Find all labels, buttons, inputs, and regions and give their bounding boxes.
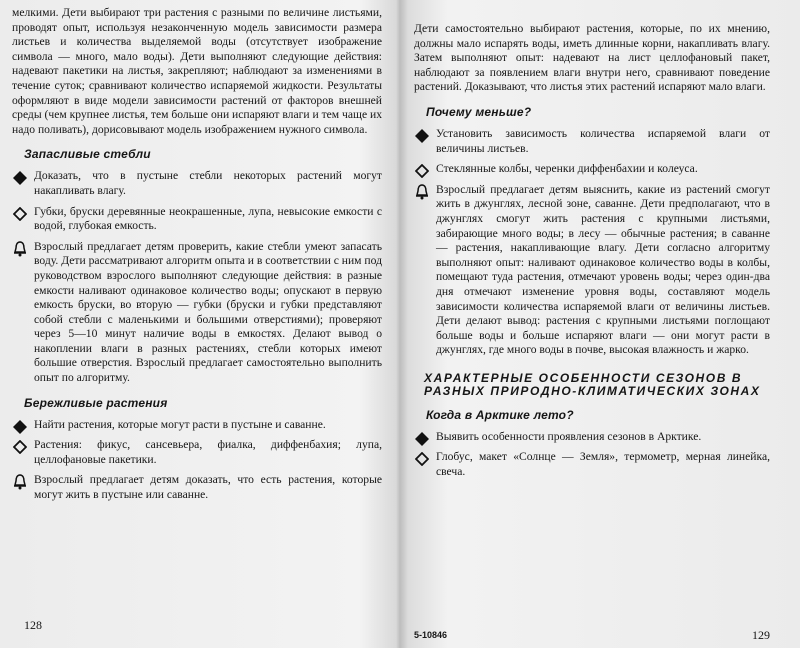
right-intro-paragraph: Дети самостоятельно выбирают растения, которые, по их мнению, должны мало испарять воды, иметь длинные корни, накапливать влагу. Затем выполняют опыт: надевают на лист целлофановый пакет, наблюдают за появлением влаги внутри него, сравнивают поведение растений. Доказывают, что листья этих растений испаряют мало влаги.	[414, 22, 770, 94]
outline-diamond-icon	[12, 439, 28, 455]
materials-text: Стеклянные колбы, черенки диффенбахии и колеуса.	[436, 162, 698, 176]
process-text: Взрослый предлагает детям выяснить, какие из растений смогут жить в джунглях, лесной зоне, саванне. Дети предполагают, что в джунглях смогут жить растения с крупными листьями, забирающие много воды; в лесу — обычные растения; в саванне — растения, накапливающие влагу. Дети согласно алгоритму выполняют опыт: наливают одинаковое количество воды в колбы, помещают туда растения, отмечают уровень воды; через один-два дня отмечают изменение уровня воды, составляют модель зависимости количества испаряемой влаги от величины листьев. Дети делают вывод: растения с крупными листьями поглощают больше воды и больше испаряют влаги — они могут расти в джунглях, где много воды в почве, высокая влажность и жарко.	[436, 182, 770, 357]
right-page	[402, 0, 800, 648]
goal-text: Установить зависимость количества испаряемой влаги от величины листьев.	[436, 126, 770, 155]
filled-diamond-icon	[12, 170, 28, 186]
right-section2-heading: Когда в Арктике лето?	[426, 407, 574, 422]
goal-text: Выявить особенности проявления сезонов в Арктике.	[436, 429, 702, 443]
left-intro-paragraph: мелкими. Дети выбирают три растения с разными по величине листьями, проводят опыт, используя незаконченную модель зависимости размера листьев и количества выделяемой воды (отсутствует изображение символа — много, мало воды). Дети выполняют следующие действия: надевают пакетики на листья, закрепляют; наблюдают за изменениями в течение суток; сравнивают количество испаряемой жидкости. Результаты оформляют в виде модели зависимости растений от факторов внешней среды (чем крупнее листья, тем больше они испаряют влаги и тем чаще их надо поливать), дорисовывают модель изображением нужного символа.	[12, 6, 382, 136]
left-section1-materials	[12, 205, 382, 234]
materials-text: Глобус, макет «Солнце — Земля», термометр, мерная линейка, свеча.	[436, 450, 770, 479]
left-section2-goal	[12, 418, 382, 433]
materials-text: Губки, бруски деревянные неокрашенные, лупа, невысокие емкости с водой, глубокая емкость.	[34, 204, 382, 233]
process-text: Взрослый предлагает детям проверить, какие стебли умеют запасать воду. Дети рассматривают алгоритм опыта и в соответствии с ним под руководством взрослого выполняют следующие действия: в разные емкости наливают одинаковое количество воды; опускают в первую емкость бруски, во вторую — губки (бруски и губки представляют собой стебли с маленькими и большими отверстиями); проверяют через 5—10 минут наличие воды в емкостях. Делают вывод о накоплении влаги в разных растениях, стебли которых имеют большие отверстия. Взрослый предлагает самостоятельно выполнить опыт по алгоритму.	[34, 239, 382, 385]
filled-diamond-icon	[414, 128, 430, 144]
right-section2-goal	[414, 430, 770, 445]
goal-text: Найти растения, которые могут расти в пустыне и саванне.	[34, 417, 326, 431]
page-number-right: 129	[752, 628, 770, 642]
left-section2-process	[12, 473, 382, 502]
chapter-heading: ХАРАКТЕРНЫЕ ОСОБЕННОСТИ СЕЗОНОВ В РАЗНЫХ ПРИРОДНО-КЛИМАТИЧЕСКИХ ЗОНАХ	[424, 370, 761, 398]
right-section1-materials	[414, 162, 770, 177]
right-section1-heading: Почему меньше?	[426, 104, 532, 119]
materials-text: Растения: фикус, сансевьера, фиалка, диффенбахия; лупа, целлофановые пакетики.	[34, 438, 382, 466]
outline-diamond-icon	[414, 163, 430, 179]
left-section1-process	[12, 240, 382, 386]
outline-diamond-icon	[414, 451, 430, 467]
right-section2-materials	[414, 450, 770, 479]
bell-icon	[12, 241, 28, 257]
printer-signature: 5-10846	[414, 630, 448, 640]
filled-diamond-icon	[12, 419, 28, 435]
page-number-left: 128	[24, 618, 42, 632]
filled-diamond-icon	[414, 431, 430, 447]
left-section2-materials	[12, 438, 382, 467]
left-section2-heading: Бережливые растения	[24, 395, 168, 410]
process-text: Взрослый предлагает детям доказать, что есть растения, которые могут жить в пустыне или саванне.	[34, 473, 382, 502]
left-section1-goal	[12, 169, 382, 198]
goal-text: Доказать, что в пустыне стебли некоторых растений могут накапливать влагу.	[34, 169, 382, 197]
right-section1-process	[414, 183, 770, 358]
bell-icon	[12, 474, 28, 490]
left-section1-heading: Запасливые стебли	[24, 147, 151, 162]
bell-icon	[414, 184, 430, 200]
right-section1-goal	[414, 127, 770, 156]
outline-diamond-icon	[12, 206, 28, 222]
left-page	[0, 0, 396, 648]
